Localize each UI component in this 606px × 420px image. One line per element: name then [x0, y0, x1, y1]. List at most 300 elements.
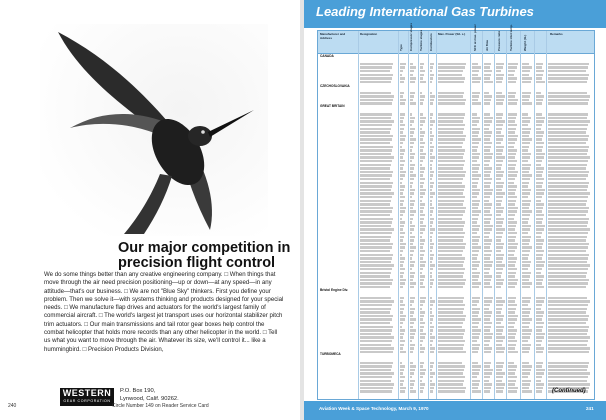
- table-cell: [430, 257, 433, 259]
- table-cell: [522, 135, 529, 137]
- table-cell: [548, 182, 589, 184]
- table-cell: [472, 138, 481, 140]
- table-cell: [548, 131, 586, 133]
- table-cell: [508, 318, 517, 320]
- table-cell: [400, 282, 405, 284]
- table-cell: [496, 138, 503, 140]
- table-cell: [410, 146, 413, 148]
- table-cell: [438, 261, 464, 263]
- table-cell: [430, 210, 433, 212]
- table-cell: [410, 113, 412, 115]
- table-cell: [548, 160, 588, 162]
- table-cell: [430, 120, 435, 122]
- table-cell: [548, 203, 586, 205]
- table-cell: [400, 182, 402, 184]
- table-cell: [484, 275, 492, 277]
- col-header-type: Type: [399, 44, 403, 51]
- table-cell: [438, 218, 462, 220]
- table-cell: [360, 390, 392, 392]
- table-cell: [410, 336, 414, 338]
- table-cell: [410, 246, 416, 248]
- table-cell: [410, 189, 415, 191]
- table-cell: [438, 131, 463, 133]
- table-cell: [472, 250, 479, 252]
- table-cell: [536, 376, 542, 378]
- table-cell: [430, 282, 433, 284]
- table-cell: [438, 81, 464, 83]
- table-cell: [430, 369, 432, 371]
- table-cell: [360, 329, 392, 331]
- table-cell: [360, 142, 390, 144]
- table-cell: [484, 351, 491, 353]
- table-cell: [438, 128, 464, 130]
- table-cell: [472, 214, 479, 216]
- table-cell: [484, 279, 491, 281]
- table-cell: [522, 329, 532, 331]
- table-cell: [420, 297, 426, 299]
- table-cell: [484, 142, 492, 144]
- table-cell: [430, 149, 433, 151]
- table-cell: [438, 174, 465, 176]
- table-cell: [410, 275, 414, 277]
- table-cell: [472, 336, 479, 338]
- table-cell: [472, 362, 478, 364]
- table-cell: [438, 63, 466, 65]
- table-cell: [438, 318, 465, 320]
- table-cell: [360, 156, 394, 158]
- table-cell: [548, 153, 587, 155]
- table-cell: [420, 308, 422, 310]
- table-cell: [438, 138, 465, 140]
- table-cell: [438, 344, 464, 346]
- table-cell: [438, 239, 463, 241]
- table-cell: [438, 207, 466, 209]
- table-cell: [360, 182, 393, 184]
- table-cell: [438, 257, 465, 259]
- table-cell: [484, 120, 492, 122]
- table-cell: [484, 261, 493, 263]
- table-cell: [484, 232, 490, 234]
- table-cell: [430, 333, 432, 335]
- table-cell: [484, 236, 489, 238]
- table-cell: [522, 264, 530, 266]
- table-cell: [522, 390, 532, 392]
- table-cell: [472, 383, 479, 385]
- table-cell: [484, 207, 491, 209]
- table-cell: [536, 322, 544, 324]
- table-cell: [360, 92, 391, 94]
- table-cell: [484, 362, 491, 364]
- table-cell: [522, 282, 532, 284]
- table-cell: [438, 329, 465, 331]
- table-cell: [496, 228, 505, 230]
- table-row: [318, 102, 594, 106]
- table-cell: [508, 124, 517, 126]
- table-cell: [360, 232, 392, 234]
- table-cell: [430, 239, 432, 241]
- table-cell: [360, 279, 393, 281]
- table-cell: [548, 185, 588, 187]
- table-cell: [420, 214, 425, 216]
- table-cell: [548, 135, 589, 137]
- table-cell: [496, 387, 504, 389]
- advertisement-page: [0, 0, 300, 420]
- table-cell: [360, 369, 391, 371]
- table-cell: [360, 74, 393, 76]
- table-cell: [496, 146, 504, 148]
- table-cell: [508, 192, 515, 194]
- table-cell: [536, 340, 542, 342]
- table-cell: [548, 149, 588, 151]
- table-cell: [548, 279, 589, 281]
- table-cell: [360, 304, 392, 306]
- table-cell: [430, 113, 433, 115]
- table-cell: [410, 243, 413, 245]
- table-cell: [496, 196, 503, 198]
- table-cell: [400, 264, 403, 266]
- table-cell: [496, 210, 503, 212]
- table-cell: [360, 300, 394, 302]
- table-cell: [420, 329, 423, 331]
- table-cell: [522, 182, 529, 184]
- table-cell: [484, 257, 490, 259]
- table-cell: [410, 383, 414, 385]
- table-cell: [420, 218, 424, 220]
- table-cell: [536, 135, 543, 137]
- table-cell: [548, 192, 590, 194]
- table-cell: [472, 210, 481, 212]
- table-cell: [536, 275, 544, 277]
- table-cell: [410, 178, 414, 180]
- ad-headline: Our major competition in precision flight control: [118, 240, 291, 271]
- table-cell: [430, 63, 434, 65]
- table-cell: [472, 261, 480, 263]
- table-cell: [472, 257, 477, 259]
- address-line-1: P.O. Box 190,: [120, 388, 156, 394]
- table-cell: [360, 138, 392, 140]
- table-cell: [420, 344, 422, 346]
- table-cell: [496, 171, 504, 173]
- table-cell: [472, 333, 480, 335]
- table-cell: [472, 196, 477, 198]
- table-cell: [420, 254, 424, 256]
- table-cell: [484, 200, 489, 202]
- table-cell: [496, 272, 502, 274]
- table-cell: [420, 203, 425, 205]
- table-cell: [420, 185, 423, 187]
- table-cell: [536, 232, 542, 234]
- table-cell: [536, 153, 545, 155]
- table-cell: [410, 182, 413, 184]
- table-cell: [508, 239, 515, 241]
- table-cell: [522, 156, 530, 158]
- table-cell: [420, 210, 423, 212]
- table-cell: [522, 149, 528, 151]
- table-cell: [430, 131, 432, 133]
- table-cell: [496, 225, 502, 227]
- table-cell: [522, 254, 529, 256]
- table-cell: [548, 286, 586, 288]
- table-cell: [420, 228, 425, 230]
- table-cell: [496, 351, 504, 353]
- table-cell: [548, 315, 589, 317]
- table-cell: [548, 275, 586, 277]
- table-cell: [536, 178, 544, 180]
- table-cell: [472, 81, 480, 83]
- table-cell: [438, 124, 465, 126]
- table-cell: [522, 70, 530, 72]
- table-cell: [420, 318, 423, 320]
- table-cell: [496, 365, 503, 367]
- table-cell: [420, 239, 425, 241]
- table-cell: [438, 380, 464, 382]
- table-cell: [360, 128, 391, 130]
- table-cell: [472, 142, 479, 144]
- table-cell: [522, 218, 529, 220]
- table-cell: [536, 214, 544, 216]
- table-cell: [472, 66, 481, 68]
- table-cell: [508, 189, 516, 191]
- table-cell: [430, 250, 432, 252]
- table-cell: [410, 250, 414, 252]
- table-cell: [496, 117, 502, 119]
- table-cell: [360, 117, 391, 119]
- table-cell: [484, 214, 492, 216]
- table-cell: [508, 167, 515, 169]
- table-cell: [508, 344, 516, 346]
- table-cell: [508, 228, 515, 230]
- table-cell: [536, 200, 541, 202]
- table-cell: [472, 387, 478, 389]
- table-cell: [472, 344, 480, 346]
- table-cell: [536, 99, 543, 101]
- table-cell: [360, 365, 392, 367]
- table-cell: [508, 304, 517, 306]
- table-cell: [508, 315, 518, 317]
- table-cell: [472, 300, 479, 302]
- table-cell: [410, 239, 414, 241]
- table-cell: [472, 365, 481, 367]
- address-line-2: Lynwood, Calif. 90262.: [120, 395, 179, 402]
- table-cell: [438, 286, 463, 288]
- table-cell: [484, 318, 490, 320]
- table-cell: [438, 272, 464, 274]
- table-cell: [472, 178, 479, 180]
- table-cell: [420, 113, 423, 115]
- table-cell: [484, 268, 490, 270]
- table-cell: [400, 102, 405, 104]
- table-cell: [410, 376, 412, 378]
- table-cell: [484, 221, 490, 223]
- table-cell: [484, 304, 490, 306]
- table-cell: [484, 340, 490, 342]
- table-cell: [496, 95, 505, 97]
- table-cell: [484, 63, 491, 65]
- table-cell: [438, 117, 464, 119]
- table-cell: [360, 102, 392, 104]
- table-cell: [496, 236, 502, 238]
- table-cell: [420, 272, 422, 274]
- table-cell: [536, 351, 543, 353]
- table-cell: [360, 160, 392, 162]
- table-cell: [508, 297, 516, 299]
- table-cell: [522, 207, 529, 209]
- table-cell: [522, 221, 528, 223]
- table-cell: [484, 66, 490, 68]
- table-cell: [420, 164, 422, 166]
- table-cell: [438, 182, 462, 184]
- table-cell: [472, 218, 478, 220]
- table-cell: [496, 390, 503, 392]
- table-cell: [420, 333, 426, 335]
- table-cell: [522, 117, 531, 119]
- table-cell: [400, 279, 406, 281]
- table-cell: [508, 340, 517, 342]
- table-cell: [420, 128, 422, 130]
- table-cell: [484, 282, 490, 284]
- table-cell: [420, 279, 424, 281]
- table-cell: [438, 221, 465, 223]
- table-cell: [548, 257, 588, 259]
- table-cell: [360, 275, 390, 277]
- table-cell: [536, 347, 544, 349]
- table-cell: [400, 99, 406, 101]
- table-cell: [420, 286, 425, 288]
- table-cell: [420, 322, 425, 324]
- table-cell: [400, 351, 406, 353]
- table-cell: [472, 95, 479, 97]
- table-cell: [536, 117, 545, 119]
- table-cell: [410, 203, 414, 205]
- table-cell: [472, 311, 479, 313]
- table-cell: [410, 185, 412, 187]
- table-cell: [360, 372, 394, 374]
- table-cell: [496, 74, 504, 76]
- table-cell: [438, 228, 463, 230]
- table-cell: [508, 156, 515, 158]
- table-cell: [400, 380, 404, 382]
- table-cell: [508, 185, 517, 187]
- table-cell: [400, 196, 405, 198]
- table-cell: [484, 286, 492, 288]
- table-cell: [360, 185, 392, 187]
- table-cell: [496, 178, 501, 180]
- group-label-turbomeca: TURBOMECA: [320, 352, 341, 356]
- table-cell: [496, 124, 503, 126]
- table-cell: [410, 297, 415, 299]
- table-cell: [472, 239, 479, 241]
- table-cell: [472, 185, 477, 187]
- table-cell: [410, 218, 413, 220]
- table-cell: [496, 102, 503, 104]
- table-cell: [438, 340, 465, 342]
- table-cell: [496, 362, 504, 364]
- table-cell: [508, 171, 518, 173]
- table-cell: [536, 120, 544, 122]
- table-cell: [496, 113, 503, 115]
- table-cell: [420, 160, 423, 162]
- table-cell: [508, 286, 515, 288]
- table-cell: [548, 362, 589, 364]
- table-cell: [360, 99, 393, 101]
- table-cell: [496, 218, 504, 220]
- table-cell: [496, 383, 505, 385]
- table-cell: [360, 167, 390, 169]
- table-cell: [400, 369, 404, 371]
- table-cell: [522, 243, 529, 245]
- table-cell: [430, 207, 434, 209]
- table-cell: [420, 221, 423, 223]
- table-row: [318, 286, 594, 290]
- table-cell: [420, 171, 424, 173]
- table-cell: [430, 246, 433, 248]
- table-cell: [438, 167, 463, 169]
- table-cell: [430, 66, 433, 68]
- table-cell: [508, 261, 516, 263]
- table-cell: [360, 124, 392, 126]
- table-cell: [548, 304, 588, 306]
- table-cell: [484, 326, 491, 328]
- table-cell: [496, 120, 505, 122]
- table-cell: [420, 304, 423, 306]
- table-cell: [508, 369, 516, 371]
- col-header-manufacturer: Manufacturer and Address: [320, 32, 346, 40]
- table-cell: [472, 380, 480, 382]
- table-cell: [496, 142, 501, 144]
- table-cell: [420, 365, 423, 367]
- table-cell: [400, 135, 406, 137]
- table-cell: [508, 282, 517, 284]
- table-cell: [360, 261, 391, 263]
- table-cell: [430, 236, 432, 238]
- table-cell: [536, 257, 542, 259]
- table-cell: [548, 102, 588, 104]
- table-cell: [548, 92, 587, 94]
- footer-citation: Aviation Week & Space Technology, March 9, 1970: [319, 406, 429, 411]
- table-cell: [410, 77, 416, 79]
- table-cell: [484, 380, 489, 382]
- table-cell: [522, 99, 529, 101]
- table-cell: [508, 383, 515, 385]
- table-cell: [496, 279, 504, 281]
- table-cell: [420, 117, 426, 119]
- table-cell: [508, 362, 514, 364]
- table-cell: [410, 329, 416, 331]
- table-cell: [400, 243, 406, 245]
- table-cell: [484, 74, 491, 76]
- table-cell: [360, 63, 393, 65]
- table-cell: [508, 254, 514, 256]
- table-cell: [410, 286, 414, 288]
- table-cell: [400, 167, 403, 169]
- table-cell: [400, 171, 406, 173]
- table-cell: [484, 246, 490, 248]
- table-cell: [522, 95, 530, 97]
- table-cell: [472, 322, 479, 324]
- table-cell: [472, 92, 480, 94]
- table-cell: [430, 99, 434, 101]
- table-cell: [472, 149, 477, 151]
- table-cell: [522, 383, 530, 385]
- table-cell: [548, 308, 587, 310]
- table-cell: [522, 333, 531, 335]
- table-cell: [548, 268, 588, 270]
- table-cell: [360, 210, 392, 212]
- table-cell: [536, 171, 543, 173]
- table-cell: [472, 264, 479, 266]
- table-cell: [410, 138, 416, 140]
- table-cell: [536, 329, 542, 331]
